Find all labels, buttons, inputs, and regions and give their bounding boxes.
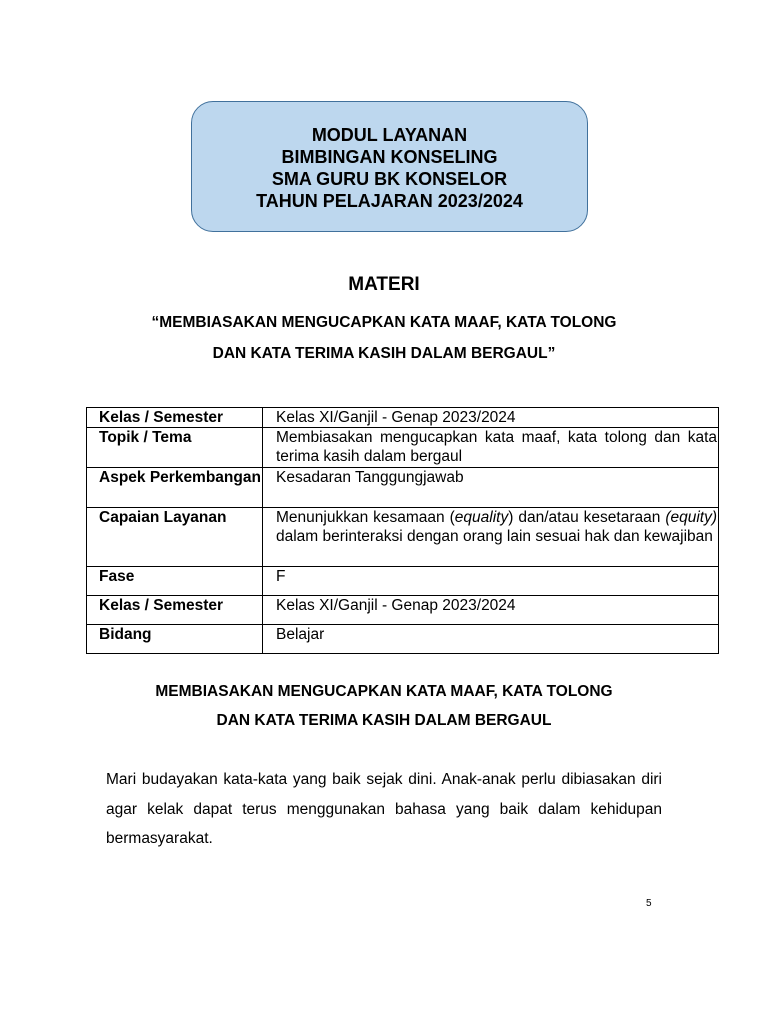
row-value-aspek-perkembangan: Kesadaran Tanggungjawab bbox=[263, 468, 719, 508]
row-value-fase: F bbox=[263, 567, 719, 596]
table-row bbox=[87, 428, 719, 468]
module-title-box bbox=[191, 101, 588, 232]
row-value-kelas-semester-2: Kelas XI/Ganjil - Genap 2023/2024 bbox=[263, 596, 719, 625]
row-value-bidang: Belajar bbox=[263, 625, 719, 654]
materi-quote-line-2: DAN KATA TERIMA KASIH DALAM BERGAUL” bbox=[212, 345, 556, 362]
row-value-kelas-semester: Kelas XI/Ganjil - Genap 2023/2024 bbox=[263, 408, 719, 428]
module-title-line-2: BIMBINGAN KONSELING bbox=[281, 146, 498, 167]
table-row bbox=[87, 508, 719, 567]
table-row bbox=[87, 625, 719, 654]
module-title-line-3: SMA GURU BK KONSELOR bbox=[271, 168, 508, 189]
row-label-aspek-perkembangan: Aspek Perkembangan bbox=[87, 468, 263, 508]
table-row bbox=[87, 596, 719, 625]
table-row bbox=[87, 468, 719, 508]
capaian-text-part-1: Menunjukkan kesamaan ( bbox=[276, 509, 455, 526]
table-row bbox=[87, 567, 719, 596]
capaian-text-equity: (equity) bbox=[665, 509, 717, 526]
section-heading-line-1: MEMBIASAKAN MENGUCAPKAN KATA MAAF, KATA TOLONG bbox=[155, 683, 613, 700]
row-label-fase: Fase bbox=[87, 567, 263, 596]
row-label-topik-tema: Topik / Tema bbox=[87, 428, 263, 468]
capaian-text-equality: equality bbox=[454, 509, 509, 526]
capaian-text-part-2: ) dan/atau kesetaraan bbox=[508, 509, 666, 526]
body-paragraph: Mari budayakan kata-kata yang baik sejak dini. Anak-anak perlu dibiasakan diri agar kelak dapat terus menggunakan bahasa yang baik dalam kehidupan bermasyarakat. bbox=[106, 771, 662, 847]
row-label-capaian-layanan: Capaian Layanan bbox=[87, 508, 263, 567]
capaian-text-part-3: dalam berinteraksi dengan orang lain sesuai hak dan kewajiban bbox=[276, 528, 713, 545]
info-table bbox=[86, 407, 719, 654]
row-label-kelas-semester-2: Kelas / Semester bbox=[87, 596, 263, 625]
table-row bbox=[87, 408, 719, 428]
module-title-line-4: TAHUN PELAJARAN 2023/2024 bbox=[256, 190, 523, 211]
row-label-bidang: Bidang bbox=[87, 625, 263, 654]
row-value-capaian-layanan bbox=[263, 508, 719, 567]
materi-quote-line-1: “MEMBIASAKAN MENGUCAPKAN KATA MAAF, KATA TOLONG bbox=[151, 314, 617, 331]
materi-heading: MATERI bbox=[348, 274, 420, 295]
section-heading-line-2: DAN KATA TERIMA KASIH DALAM BERGAUL bbox=[216, 712, 552, 729]
page-number: 5 bbox=[646, 898, 652, 909]
module-title-line-1: MODUL LAYANAN bbox=[311, 124, 468, 145]
row-value-topik-tema: Membiasakan mengucapkan kata maaf, kata tolong dan kata terima kasih dalam bergaul bbox=[263, 428, 719, 468]
row-label-kelas-semester: Kelas / Semester bbox=[87, 408, 263, 428]
